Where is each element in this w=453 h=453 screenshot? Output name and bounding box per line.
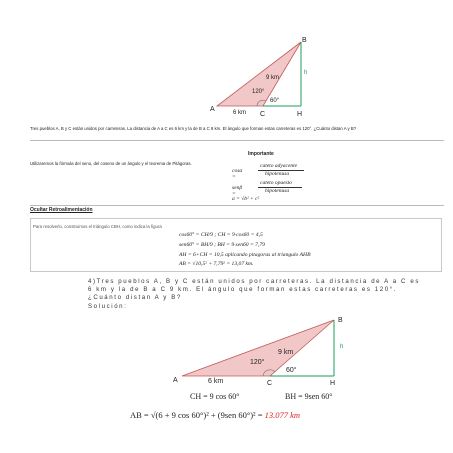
- solution-label-h: H: [330, 380, 336, 387]
- important-title: Importante: [248, 151, 274, 157]
- ab-lhs: AB = √(6 + 9 cos 60°)² + (9sen 60°)² =: [130, 410, 263, 420]
- feedback-box: [30, 218, 442, 272]
- sen-den: hipotenusa: [265, 188, 290, 194]
- cos-den: hipotenusa: [265, 171, 290, 177]
- feedback-toggle[interactable]: Ocultar Retroalimentación: [30, 207, 93, 213]
- feedback-intro: Para resolverlo, construimos el triángulo CBH, como indica la figura: [33, 224, 162, 229]
- divider-2: [30, 205, 444, 206]
- feedback-line-4: AB = √10,5² + 7,79² = 13,07 km.: [179, 261, 254, 267]
- feedback-line-3: AH = 6+CH = 10,5 aplicando pitagoras al triangulo AHB: [179, 252, 311, 258]
- sen-lhs: senβ =: [232, 185, 243, 197]
- label-hyp: 9 km: [266, 75, 280, 81]
- solution-label-a: A: [173, 377, 178, 384]
- cos-lhs: cosα =: [232, 168, 243, 180]
- solution-label-c: C: [267, 380, 273, 387]
- top-triangle-diagram: [205, 34, 315, 120]
- divider-1: [30, 140, 444, 141]
- triangle-abc: [217, 42, 301, 106]
- solution-label-obtuse: 120°: [250, 359, 265, 366]
- label-b: B: [302, 37, 307, 44]
- label-h: H: [297, 111, 303, 118]
- important-intro: Utilizaremos la fórmula del seno, del coseno de un ángulo y el teorema de Pitágoras.: [30, 161, 192, 166]
- solution-label-base: 6 km: [208, 378, 224, 385]
- solution-label-h-lower: h: [340, 344, 344, 350]
- solution-label-b: B: [338, 317, 343, 324]
- solution-problem: 4)Tres pueblos A, B y C están unidos por carreteras. La distancia de A a C es 6 km y la de B a C 9 km. El ángulo que forman estas carreteras es 120°. ¿Cuánto distan A y B?: [88, 278, 420, 301]
- bh-formula: BH = 9sen 60°: [285, 392, 333, 401]
- feedback-line-1: cos60° = CH/9 ; CH = 9·cos60 = 4,5: [179, 232, 263, 238]
- ab-result: 13.077 km: [264, 410, 301, 420]
- solution-label-ext: 60°: [286, 367, 297, 374]
- solution-label-hyp: 9 km: [278, 349, 294, 356]
- label-c: C: [260, 111, 266, 118]
- sen-num: cateto opuesto: [260, 180, 292, 186]
- label-base: 6 km: [233, 110, 247, 116]
- solution-triangle-abc: [182, 320, 334, 376]
- label-obtuse: 120°: [252, 89, 265, 95]
- ch-formula: CH = 9 cos 60°: [190, 392, 240, 401]
- solution-triangle-diagram: [168, 312, 368, 390]
- cos-num: cateto adyacente: [260, 163, 298, 169]
- feedback-line-2: sen60° = BH/9 ; BH = 9·sen60 = 7,79: [179, 242, 265, 248]
- problem-text: Tres pueblos A, B y C están unidos por carreteras. La distancia de A a C es 6 km y la de B a C 9 km. El ángulo que forman estas carreteras es 120°. ¿Cuánto distan A y B?: [30, 126, 357, 131]
- label-h-lower: h: [304, 70, 308, 76]
- solution-label: Solución:: [88, 303, 128, 310]
- ab-formula: [130, 410, 300, 420]
- pyth-formula: a = √b² + c²: [232, 196, 260, 202]
- label-ext: 60°: [270, 98, 280, 104]
- label-a: A: [210, 106, 215, 113]
